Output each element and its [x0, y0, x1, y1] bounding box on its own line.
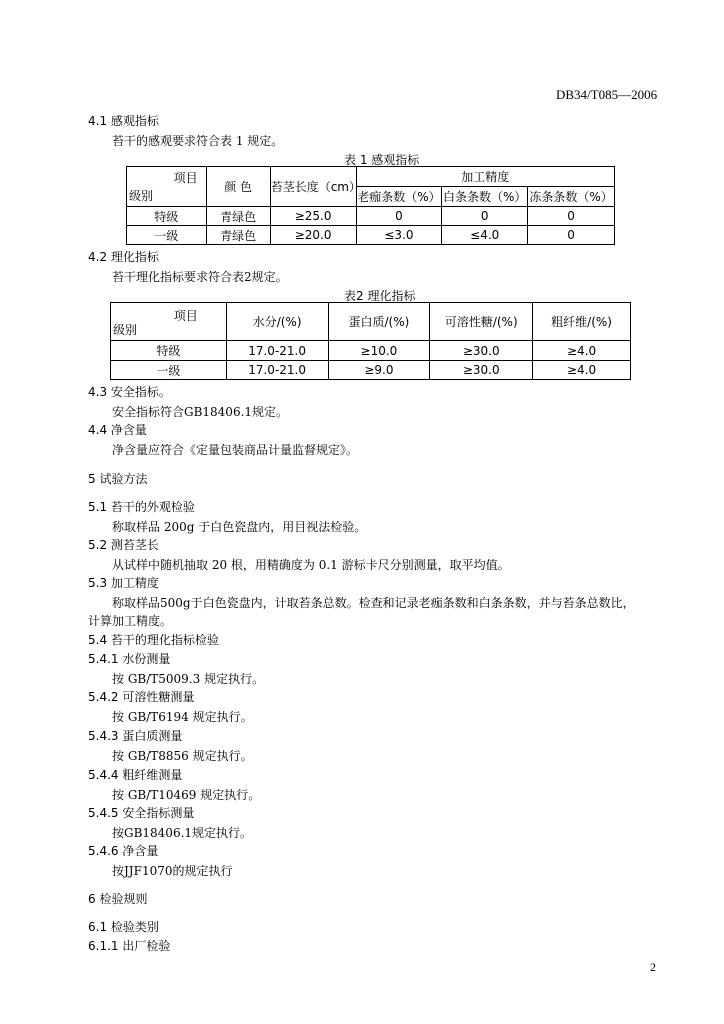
text-5-1: 称取样品 200g 于白色瓷盘内，用目视法检验。: [112, 520, 367, 534]
header-white: 白条条数（%）: [442, 187, 528, 207]
heading-5-4-5: 5.4.5 安全指标测量: [88, 806, 195, 820]
cell-length: ≥20.0: [270, 226, 356, 245]
heading-5-2: 5.2 测苔茎长: [88, 538, 159, 552]
cell-white: ≤4.0: [442, 226, 528, 245]
cell-water: 17.0-21.0: [226, 341, 328, 361]
header-fiber: 粗纤维/(%): [533, 303, 631, 341]
header-length: 苔茎长度（cm）: [270, 167, 356, 207]
header-grade: 级别: [129, 189, 154, 203]
header-color: 颜 色: [206, 167, 270, 207]
table1-caption: 表 1 感观指标: [344, 153, 420, 167]
text-4-1: 苔干的感观要求符合表 1 规定。: [112, 134, 284, 148]
cell-water: 17.0-21.0: [226, 361, 328, 380]
text-4-3: 安全指标符合GB18406.1规定。: [112, 405, 289, 419]
cell-sugar: ≥30.0: [430, 341, 533, 361]
text-5-4-6: 按JJF1070的规定执行: [112, 864, 233, 878]
cell-grade: 特级: [111, 341, 227, 361]
heading-6-1-1: 6.1.1 出厂检验: [88, 939, 171, 953]
cell-color: 青绿色: [206, 226, 270, 245]
heading-4-4: 4.4 净含量: [88, 423, 147, 437]
heading-5-4-1: 5.4.1 水份测量: [88, 652, 171, 666]
document-code: DB34/T085—2006: [556, 87, 658, 102]
header-water: 水分/(%): [226, 303, 328, 341]
cell-color: 青绿色: [206, 207, 270, 226]
header-protein: 蛋白质/(%): [328, 303, 430, 341]
cell-protein: ≥9.0: [328, 361, 430, 380]
page-number: 2: [650, 960, 656, 974]
cell-frozen: 0: [528, 207, 615, 226]
header-item: 项目: [173, 309, 198, 323]
table-row: [111, 341, 631, 361]
heading-5-4-4: 5.4.4 粗纤维测量: [88, 768, 183, 782]
cell-sugar: ≥30.0: [430, 361, 533, 380]
heading-5-4-3: 5.4.3 蛋白质测量: [88, 729, 183, 743]
heading-4-1: 4.1 感观指标: [88, 114, 159, 128]
cell-fiber: ≥4.0: [533, 341, 631, 361]
table-physicochemical: [110, 302, 631, 380]
heading-6-1: 6.1 检验类别: [88, 920, 159, 934]
table-row: [111, 361, 631, 380]
heading-4-2: 4.2 理化指标: [88, 250, 159, 264]
header-old: 老痂条数（%）: [356, 187, 442, 207]
text-5-3-line2: 计算加工精度。: [88, 614, 173, 628]
table-row: [127, 207, 615, 226]
heading-5-4: 5.4 苔干的理化指标检验: [88, 633, 219, 647]
cell-grade: 一级: [111, 361, 227, 380]
header-item: 项目: [173, 171, 198, 185]
text-4-2: 苔干理化指标要求符合表2规定。: [112, 270, 288, 284]
cell-grade: 一级: [127, 226, 207, 245]
header-item-grade: [111, 303, 227, 341]
cell-length: ≥25.0: [270, 207, 356, 226]
cell-fiber: ≥4.0: [533, 361, 631, 380]
text-5-4-4: 按 GB/T10469 规定执行。: [112, 788, 261, 802]
cell-frozen: 0: [528, 226, 615, 245]
cell-white: 0: [442, 207, 528, 226]
table-sensory: [126, 166, 615, 245]
text-5-4-1: 按 GB/T5009.3 规定执行。: [112, 672, 265, 686]
header-frozen: 冻条条数（%）: [528, 187, 615, 207]
header-precision: 加工精度: [356, 167, 614, 187]
cell-protein: ≥10.0: [328, 341, 430, 361]
text-5-2: 从试样中随机抽取 20 根，用精确度为 0.1 游标卡尺分别测量，取平均值。: [112, 558, 510, 572]
text-5-3-line1: 称取样品500g于白色瓷盘内，计取苔条总数。检查和记录老痂条数和白条条数，并与苔条总数比，: [112, 596, 635, 610]
cell-old: ≤3.0: [356, 226, 442, 245]
heading-5-4-2: 5.4.2 可溶性糖测量: [88, 690, 195, 704]
header-sugar: 可溶性糖/(%): [430, 303, 533, 341]
table-row: [127, 226, 615, 245]
heading-5: 5 试验方法: [88, 472, 148, 486]
text-5-4-2: 按 GB/T6194 规定执行。: [112, 710, 253, 724]
heading-5-1: 5.1 苔干的外观检验: [88, 500, 195, 514]
header-item-grade: [127, 167, 207, 207]
table2-caption: 表2 理化指标: [344, 289, 416, 303]
text-5-4-3: 按 GB/T8856 规定执行。: [112, 749, 253, 763]
text-5-4-5: 按GB18406.1规定执行。: [112, 826, 253, 840]
heading-5-4-6: 5.4.6 净含量: [88, 844, 159, 858]
heading-4-3: 4.3 安全指标。: [88, 385, 171, 399]
heading-6: 6 检验规则: [88, 892, 148, 906]
cell-old: 0: [356, 207, 442, 226]
text-4-4: 净含量应符合《定量包装商品计量监督规定》。: [112, 443, 359, 457]
heading-5-3: 5.3 加工精度: [88, 576, 159, 590]
header-grade: 级别: [113, 323, 138, 337]
cell-grade: 特级: [127, 207, 207, 226]
